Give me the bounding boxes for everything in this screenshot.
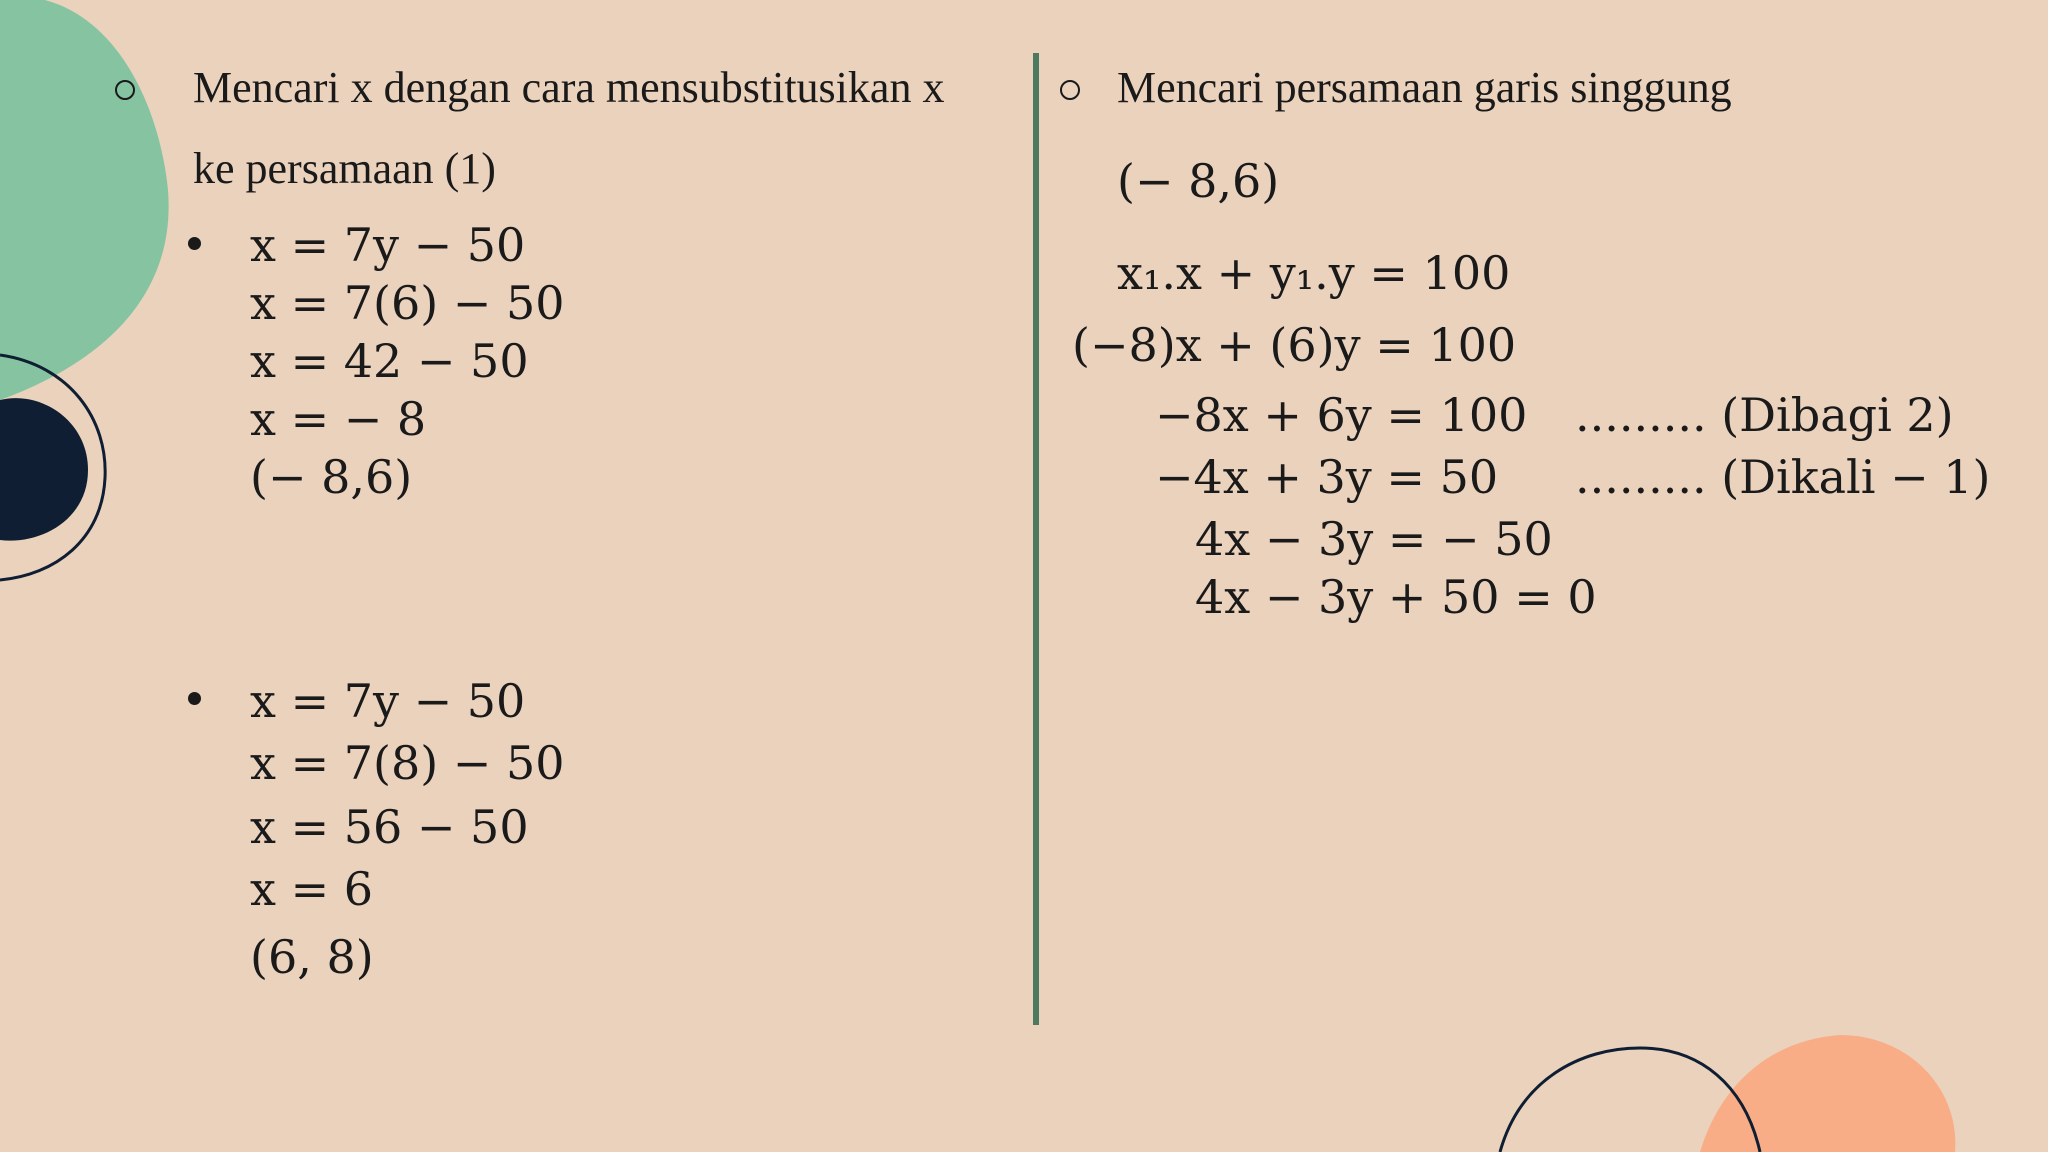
tangent-eq4: −4x + 3y = 50 — [1155, 450, 1499, 504]
block1-line1: x = 7y − 50 — [250, 218, 526, 272]
tangent-eq3: −8x + 6y = 100 — [1155, 388, 1528, 442]
bullet-dot-icon — [188, 237, 201, 250]
bullet-dot-icon — [188, 692, 201, 705]
block1-line4: x = − 8 — [250, 392, 427, 446]
block2-line1: x = 7y − 50 — [250, 674, 526, 728]
green-blob-shape — [0, 0, 169, 400]
block2-line2: x = 7(8) − 50 — [250, 736, 565, 790]
hollow-bullet-icon — [115, 80, 135, 100]
block1-point: (− 8,6) — [250, 450, 413, 504]
block1-line2: x = 7(6) − 50 — [250, 276, 565, 330]
block2-point: (6, 8) — [250, 930, 374, 984]
block1-line3: x = 42 − 50 — [250, 334, 529, 388]
tangent-eq1: x₁.x + y₁.y = 100 — [1117, 246, 1511, 300]
hollow-bullet-icon — [1060, 80, 1080, 100]
orange-blob-shape — [1700, 1035, 1955, 1152]
column-divider — [1033, 53, 1039, 1025]
tangent-eq6: 4x − 3y + 50 = 0 — [1195, 570, 1597, 624]
right-point: (− 8,6) — [1117, 154, 1280, 208]
tangent-eq5: 4x − 3y = − 50 — [1195, 512, 1553, 566]
block2-line3: x = 56 − 50 — [250, 800, 529, 854]
tangent-eq3-note: ......... (Dibagi 2) — [1575, 388, 1954, 442]
tangent-eq4-note: ......... (Dikali − 1) — [1575, 450, 1991, 504]
navy-blob-shape — [0, 398, 88, 541]
tangent-eq2: (−8)x + (6)y = 100 — [1072, 318, 1517, 372]
left-heading-line1: Mencari x dengan cara mensubstitusikan x — [193, 63, 945, 112]
block2-line4: x = 6 — [250, 862, 373, 916]
right-heading: Mencari persamaan garis singgung — [1117, 63, 1732, 112]
left-heading-line2: ke persamaan (1) — [193, 144, 496, 193]
